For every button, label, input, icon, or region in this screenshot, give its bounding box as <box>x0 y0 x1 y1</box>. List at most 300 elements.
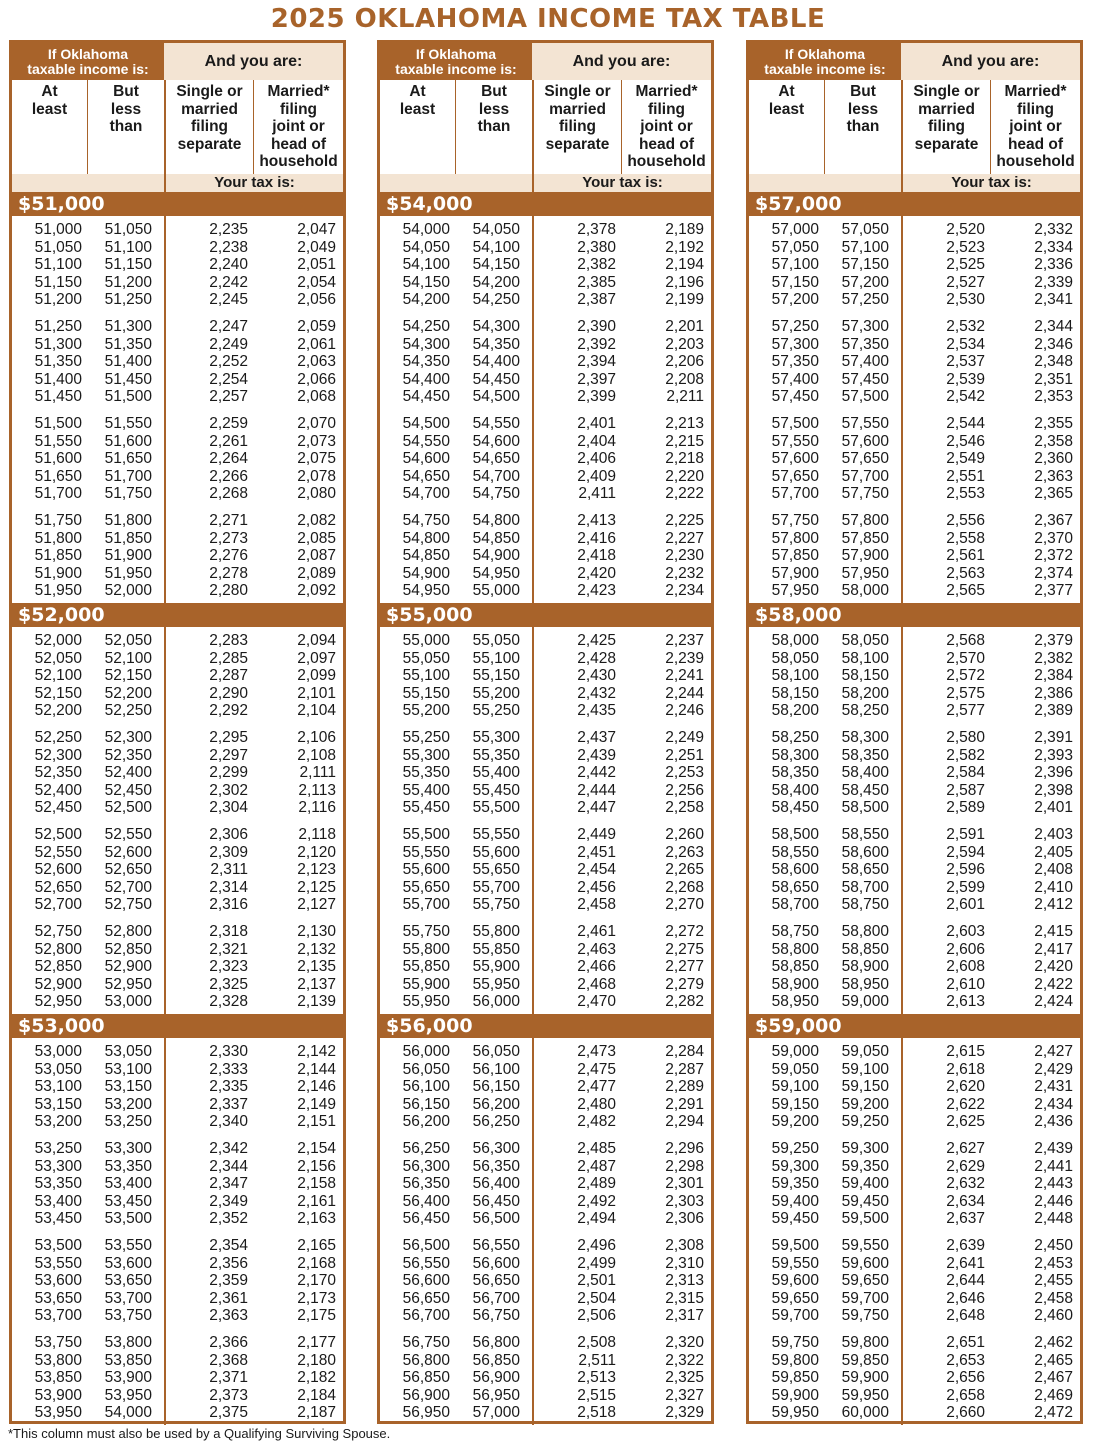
at-least-value: 52,350 <box>34 764 82 782</box>
tax-row-group <box>534 729 711 817</box>
income-header-line: If Oklahoma <box>47 45 129 62</box>
income-row <box>380 826 532 844</box>
single-tax-value: 2,401 <box>577 414 616 432</box>
header-line: At <box>409 83 426 100</box>
but-less-than-value: 58,650 <box>841 861 889 879</box>
income-row <box>380 336 532 354</box>
income-row <box>749 485 901 503</box>
married-tax-value: 2,092 <box>297 582 336 600</box>
tax-row <box>166 976 343 994</box>
income-row-group <box>12 1043 164 1131</box>
single-tax-value: 2,539 <box>946 370 985 388</box>
married-tax-value: 2,130 <box>297 922 336 940</box>
at-least-value: 58,600 <box>771 861 819 879</box>
column-divider <box>164 627 166 1014</box>
married-tax-value: 2,251 <box>665 746 704 764</box>
at-least-value: 59,850 <box>771 1369 819 1387</box>
tax-row <box>903 667 1080 685</box>
income-row <box>12 958 164 976</box>
income-row-group <box>749 318 901 406</box>
married-tax-value: 2,180 <box>297 1351 336 1369</box>
but-less-than-value: 55,600 <box>472 843 520 861</box>
tax-row <box>166 291 343 309</box>
column-divider <box>532 1038 534 1425</box>
but-less-than-value: 57,450 <box>841 370 889 388</box>
but-less-than-value: 54,700 <box>472 467 520 485</box>
tax-row <box>903 1140 1080 1158</box>
at-least-header <box>380 80 456 174</box>
at-least-value: 52,650 <box>34 878 82 896</box>
but-less-than-value: 52,950 <box>104 975 152 993</box>
header-line: filing <box>647 100 686 118</box>
but-less-than-value: 56,000 <box>472 993 520 1011</box>
income-row <box>749 371 901 389</box>
single-tax-value: 2,551 <box>946 467 985 485</box>
header-line: married <box>549 100 606 118</box>
tax-row <box>166 239 343 257</box>
but-less-than-value: 55,400 <box>472 764 520 782</box>
tax-row <box>166 1237 343 1255</box>
tax-row <box>166 896 343 914</box>
married-tax-value: 2,173 <box>297 1289 336 1307</box>
at-least-value: 57,050 <box>771 238 819 256</box>
income-row <box>749 353 901 371</box>
tax-row <box>166 764 343 782</box>
married-tax-value: 2,196 <box>665 273 704 291</box>
income-header-line: If Oklahoma <box>415 45 497 62</box>
married-tax-value: 2,417 <box>1034 940 1073 958</box>
but-less-than-value: 58,850 <box>841 940 889 958</box>
income-row-group <box>12 632 164 720</box>
but-less-than-value: 58,050 <box>841 632 889 649</box>
married-tax-value: 2,336 <box>1034 256 1073 274</box>
your-tax-label: Your tax is: <box>164 174 343 192</box>
married-tax-value: 2,389 <box>1034 702 1073 720</box>
income-row <box>12 764 164 782</box>
income-row <box>749 1193 901 1211</box>
income-row <box>749 256 901 274</box>
at-least-value: 59,100 <box>771 1078 819 1096</box>
married-tax-value: 2,230 <box>665 547 704 565</box>
married-tax-value: 2,408 <box>1034 861 1073 879</box>
at-least-value: 56,200 <box>402 1113 450 1131</box>
but-less-than-value: 52,100 <box>104 649 152 667</box>
income-row <box>380 1210 532 1228</box>
tax-row-group <box>534 221 711 309</box>
tax-row <box>534 1140 711 1158</box>
tax-row <box>166 256 343 274</box>
tax-row <box>534 1404 711 1422</box>
tax-row <box>903 1210 1080 1228</box>
at-least-value: 58,350 <box>771 764 819 782</box>
married-tax-value: 2,453 <box>1034 1254 1073 1272</box>
income-row <box>12 1140 164 1158</box>
married-tax-value: 2,189 <box>665 221 704 238</box>
income-row <box>749 782 901 800</box>
section-body <box>12 627 343 1014</box>
single-tax-value: 2,425 <box>577 632 616 649</box>
income-row-group <box>749 221 901 309</box>
tax-row-group <box>166 415 343 503</box>
income-row-group <box>12 923 164 1011</box>
income-row <box>12 667 164 685</box>
at-least-value: 58,900 <box>771 975 819 993</box>
header-line: At <box>778 83 795 100</box>
tax-row <box>903 1369 1080 1387</box>
single-header <box>901 80 991 174</box>
column-headers <box>749 80 1080 174</box>
section-body <box>380 627 711 1014</box>
at-least-value: 59,600 <box>771 1272 819 1290</box>
tax-row <box>903 1043 1080 1061</box>
header-line: joint or <box>640 118 693 135</box>
tax-row <box>166 861 343 879</box>
tax-row-group <box>903 1334 1080 1422</box>
tax-row <box>166 782 343 800</box>
at-least-value: 54,500 <box>402 414 450 432</box>
income-row <box>380 221 532 239</box>
single-tax-value: 2,477 <box>577 1078 616 1096</box>
but-less-than-value: 52,600 <box>104 843 152 861</box>
tax-row <box>166 371 343 389</box>
tax-row <box>903 1158 1080 1176</box>
tax-row <box>534 415 711 433</box>
income-row <box>12 747 164 765</box>
header-line: separate <box>914 135 979 153</box>
single-tax-value: 2,252 <box>209 353 248 371</box>
income-row <box>380 667 532 685</box>
tax-row <box>534 702 711 720</box>
tax-row-group <box>903 826 1080 914</box>
married-tax-value: 2,386 <box>1034 684 1073 702</box>
income-row <box>12 1369 164 1387</box>
tax-amounts <box>166 1038 343 1425</box>
but-less-than-value: 59,250 <box>841 1113 889 1131</box>
income-row <box>380 764 532 782</box>
married-tax-value: 2,427 <box>1034 1043 1073 1060</box>
single-tax-value: 2,644 <box>946 1272 985 1290</box>
at-least-value: 55,400 <box>402 781 450 799</box>
married-tax-value: 2,249 <box>665 728 704 746</box>
income-row <box>380 547 532 565</box>
married-tax-value: 2,149 <box>297 1095 336 1113</box>
tax-row <box>166 1404 343 1422</box>
income-row <box>380 1404 532 1422</box>
tax-row <box>166 318 343 336</box>
but-less-than-value: 56,900 <box>472 1369 520 1387</box>
but-less-than-value: 56,950 <box>472 1386 520 1404</box>
at-least-value: 52,800 <box>34 940 82 958</box>
income-row <box>749 1210 901 1228</box>
tax-row <box>903 468 1080 486</box>
at-least-value: 52,450 <box>34 799 82 817</box>
at-least-value: 56,450 <box>402 1210 450 1228</box>
married-header <box>254 80 343 174</box>
at-least-value: 54,650 <box>402 467 450 485</box>
single-tax-value: 2,454 <box>577 861 616 879</box>
single-tax-value: 2,518 <box>577 1404 616 1422</box>
at-least-value: 55,300 <box>402 746 450 764</box>
tax-row <box>903 239 1080 257</box>
married-tax-value: 2,211 <box>666 388 704 406</box>
tax-row <box>166 415 343 433</box>
single-tax-value: 2,506 <box>577 1307 616 1325</box>
tax-row <box>903 1307 1080 1325</box>
income-row <box>12 941 164 959</box>
at-least-value: 59,400 <box>771 1192 819 1210</box>
tax-row-group <box>534 923 711 1011</box>
but-less-than-value: 57,750 <box>841 485 889 503</box>
at-least-value: 53,400 <box>34 1192 82 1210</box>
at-least-value: 57,150 <box>771 273 819 291</box>
income-row-group <box>380 1140 532 1228</box>
tax-row-group <box>903 1237 1080 1325</box>
married-tax-value: 2,132 <box>297 940 336 958</box>
married-tax-value: 2,341 <box>1034 291 1073 309</box>
single-tax-value: 2,359 <box>209 1272 248 1290</box>
single-tax-value: 2,508 <box>577 1333 616 1351</box>
income-row <box>749 450 901 468</box>
married-tax-value: 2,118 <box>298 825 336 843</box>
single-tax-value: 2,513 <box>577 1369 616 1387</box>
at-least-value: 55,650 <box>402 878 450 896</box>
tax-row <box>166 353 343 371</box>
but-less-than-value: 57,250 <box>841 291 889 309</box>
but-less-than-value: 57,800 <box>841 511 889 529</box>
tax-row-group <box>903 632 1080 720</box>
header-line: Married* <box>267 83 330 100</box>
married-tax-value: 2,398 <box>1034 781 1073 799</box>
your-tax-spacer <box>380 174 532 192</box>
tax-row <box>166 336 343 354</box>
at-least-value: 54,400 <box>402 370 450 388</box>
tax-row <box>166 1140 343 1158</box>
tax-row <box>534 799 711 817</box>
at-least-value: 58,950 <box>771 993 819 1011</box>
single-tax-value: 2,515 <box>577 1386 616 1404</box>
single-tax-value: 2,335 <box>209 1078 248 1096</box>
single-tax-value: 2,475 <box>577 1060 616 1078</box>
income-row <box>380 923 532 941</box>
tax-row-group <box>534 632 711 720</box>
single-tax-value: 2,622 <box>946 1095 985 1113</box>
income-row-group <box>749 632 901 720</box>
income-row <box>380 256 532 274</box>
but-less-than-value: 58,150 <box>841 667 889 685</box>
tax-row <box>903 1334 1080 1352</box>
married-tax-value: 2,144 <box>297 1060 336 1078</box>
income-row <box>12 1210 164 1228</box>
single-tax-value: 2,618 <box>946 1060 985 1078</box>
table-header <box>380 43 711 80</box>
tax-row <box>166 799 343 817</box>
tax-row <box>166 1387 343 1405</box>
income-row <box>12 1158 164 1176</box>
but-less-than-value: 51,250 <box>104 291 152 309</box>
but-less-than-value: 59,050 <box>841 1043 889 1060</box>
married-tax-value: 2,165 <box>297 1236 336 1254</box>
but-less-than-value: 57,150 <box>841 256 889 274</box>
column-divider <box>901 627 903 1014</box>
married-tax-value: 2,325 <box>665 1369 704 1387</box>
header-line: married <box>181 100 238 118</box>
but-less-than-value: 54,100 <box>472 238 520 256</box>
but-less-than-value: 52,400 <box>104 764 152 782</box>
section-body <box>749 1038 1080 1425</box>
at-least-header <box>749 80 825 174</box>
tax-row <box>166 650 343 668</box>
income-row <box>12 923 164 941</box>
income-row <box>380 844 532 862</box>
at-least-value: 57,850 <box>771 547 819 565</box>
section-heading: $55,000 <box>380 603 711 627</box>
income-row <box>12 1061 164 1079</box>
married-tax-value: 2,225 <box>665 511 704 529</box>
married-tax-value: 2,384 <box>1034 667 1073 685</box>
married-tax-value: 2,151 <box>297 1113 336 1131</box>
at-least-value: 55,100 <box>402 667 450 685</box>
tax-row-group <box>534 318 711 406</box>
tax-row <box>903 923 1080 941</box>
income-row <box>749 941 901 959</box>
single-tax-value: 2,523 <box>946 238 985 256</box>
tax-amounts <box>534 1038 711 1425</box>
but-less-than-value: 60,000 <box>841 1404 889 1422</box>
but-less-than-value: 56,350 <box>472 1157 520 1175</box>
but-less-than-value: 54,250 <box>472 291 520 309</box>
tax-row <box>534 1078 711 1096</box>
but-less-than-value: 53,550 <box>104 1236 152 1254</box>
tax-row <box>166 512 343 530</box>
income-row <box>749 582 901 600</box>
income-row <box>380 530 532 548</box>
table-header <box>749 43 1080 80</box>
but-less-than-value: 59,100 <box>841 1060 889 1078</box>
at-least-value: 53,600 <box>34 1272 82 1290</box>
income-row <box>380 582 532 600</box>
but-less-than-value: 58,900 <box>841 958 889 976</box>
at-least-value: 56,050 <box>402 1060 450 1078</box>
at-least-value: 58,850 <box>771 958 819 976</box>
married-tax-value: 2,206 <box>665 353 704 371</box>
at-least-value: 58,100 <box>771 667 819 685</box>
at-least-value: 58,500 <box>771 825 819 843</box>
married-tax-value: 2,104 <box>297 702 336 720</box>
single-tax-value: 2,563 <box>946 564 985 582</box>
at-least-value: 59,000 <box>771 1043 819 1060</box>
but-less-than-value: 53,950 <box>104 1386 152 1404</box>
married-tax-value: 2,227 <box>665 529 704 547</box>
income-row <box>749 1307 901 1325</box>
single-tax-value: 2,511 <box>578 1351 616 1369</box>
married-tax-value: 2,101 <box>297 684 336 702</box>
at-least-value: 55,800 <box>402 940 450 958</box>
income-row <box>12 433 164 451</box>
at-least-value: 52,900 <box>34 975 82 993</box>
tax-row <box>534 1193 711 1211</box>
section-heading: $53,000 <box>12 1014 343 1038</box>
but-less-than-value: 52,200 <box>104 684 152 702</box>
tax-row <box>534 1369 711 1387</box>
married-tax-value: 2,054 <box>297 273 336 291</box>
single-tax-value: 2,468 <box>577 975 616 993</box>
tax-row <box>903 1193 1080 1211</box>
but-less-than-value: 58,600 <box>841 843 889 861</box>
single-tax-value: 2,596 <box>946 861 985 879</box>
married-tax-value: 2,353 <box>1034 388 1073 406</box>
income-header-line: If Oklahoma <box>784 45 866 62</box>
header-line: head of <box>270 135 327 153</box>
income-row <box>380 941 532 959</box>
at-least-value: 53,700 <box>34 1307 82 1325</box>
single-tax-value: 2,553 <box>946 485 985 503</box>
single-tax-value: 2,447 <box>577 799 616 817</box>
single-tax-value: 2,245 <box>209 291 248 309</box>
single-tax-value: 2,349 <box>209 1192 248 1210</box>
income-row <box>12 1078 164 1096</box>
but-less-than-value: 56,150 <box>472 1078 520 1096</box>
single-tax-value: 2,634 <box>946 1192 985 1210</box>
but-less-than-value: 53,700 <box>104 1289 152 1307</box>
at-least-header <box>12 80 88 174</box>
income-ranges <box>749 1038 901 1425</box>
tax-row <box>534 1387 711 1405</box>
tax-row <box>903 256 1080 274</box>
at-least-value: 52,150 <box>34 684 82 702</box>
income-row <box>12 1352 164 1370</box>
but-less-than-value: 54,050 <box>472 221 520 238</box>
income-header-line: taxable income is: <box>764 60 886 77</box>
but-less-than-value: 57,500 <box>841 388 889 406</box>
your-tax-row <box>12 174 343 192</box>
married-tax-value: 2,113 <box>298 781 336 799</box>
single-tax-value: 2,257 <box>209 388 248 406</box>
income-row <box>380 1061 532 1079</box>
married-tax-value: 2,332 <box>1034 221 1073 238</box>
single-tax-value: 2,283 <box>209 632 248 649</box>
but-less-than-value: 56,300 <box>472 1139 520 1157</box>
tax-row <box>166 685 343 703</box>
single-tax-value: 2,532 <box>946 317 985 335</box>
but-less-than-value: 55,450 <box>472 781 520 799</box>
but-less-than-value: 53,850 <box>104 1351 152 1369</box>
tax-row <box>166 530 343 548</box>
but-less-than-value: 52,800 <box>104 922 152 940</box>
income-row <box>12 1237 164 1255</box>
but-less-than-value: 52,650 <box>104 861 152 879</box>
header-line: At <box>41 83 58 100</box>
married-tax-value: 2,123 <box>297 861 336 879</box>
income-row-group <box>380 632 532 720</box>
tax-row <box>534 941 711 959</box>
at-least-value: 57,350 <box>771 353 819 371</box>
income-row <box>12 976 164 994</box>
tax-row <box>166 702 343 720</box>
income-row-group <box>380 1237 532 1325</box>
single-tax-value: 2,392 <box>577 335 616 353</box>
tax-row <box>534 530 711 548</box>
married-tax-value: 2,116 <box>298 799 336 817</box>
at-least-value: 58,250 <box>771 728 819 746</box>
income-row <box>380 1255 532 1273</box>
single-tax-value: 2,306 <box>209 825 248 843</box>
tax-row <box>534 896 711 914</box>
at-least-value: 51,750 <box>34 511 82 529</box>
single-tax-value: 2,444 <box>577 781 616 799</box>
single-tax-value: 2,499 <box>577 1254 616 1272</box>
but-less-than-value: 55,700 <box>472 878 520 896</box>
single-tax-value: 2,363 <box>209 1307 248 1325</box>
